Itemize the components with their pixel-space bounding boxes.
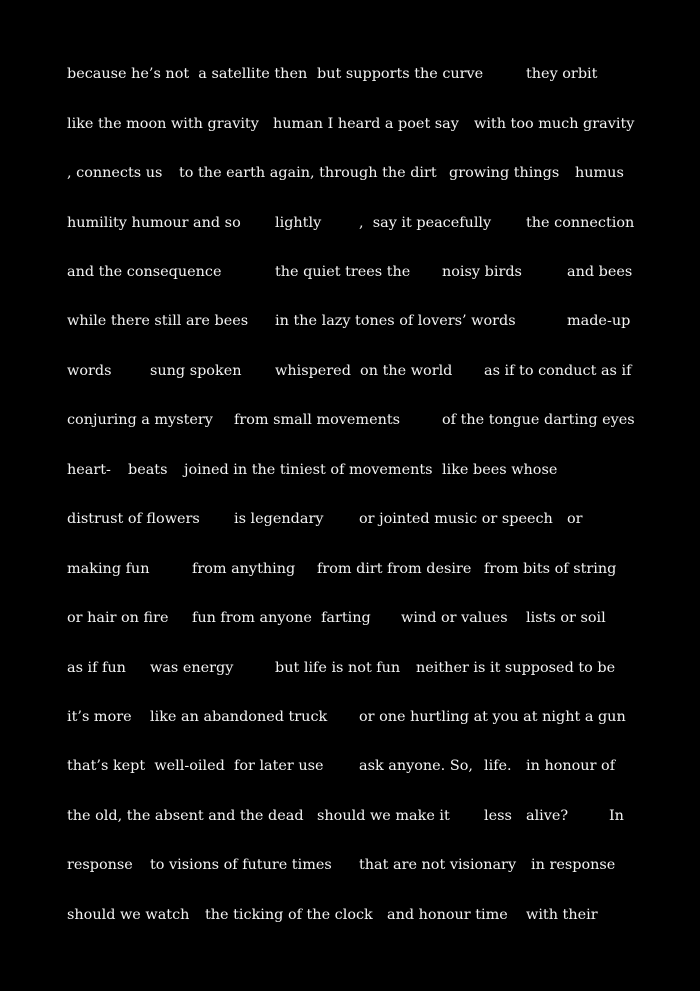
poem-fragment: while there still are bees xyxy=(67,313,249,329)
poem-fragment: in honour of xyxy=(526,758,616,774)
poem-line xyxy=(0,507,700,531)
poem-fragment: lightly xyxy=(275,215,322,231)
poem-fragment: ask anyone. So, xyxy=(359,758,473,774)
poem-fragment: conjuring a mystery xyxy=(67,412,213,428)
poem-line xyxy=(0,557,700,581)
poem-fragment: In xyxy=(609,808,624,824)
poem-fragment: from dirt from desire xyxy=(317,561,472,577)
poem-line xyxy=(0,112,700,136)
poem-line xyxy=(0,408,700,432)
poem-fragment: response xyxy=(67,857,133,873)
poem-fragment: , connects us xyxy=(67,165,163,181)
poem-fragment: human I heard a poet say xyxy=(273,116,459,132)
poem-fragment: to visions of future times xyxy=(150,857,332,873)
poem-fragment: or hair on fire xyxy=(67,610,169,626)
poem-fragment: should we watch xyxy=(67,907,190,923)
poem-fragment: and the consequence xyxy=(67,264,222,280)
poem-fragment: to the earth again, through the dirt xyxy=(179,165,437,181)
poem-fragment: wind or values xyxy=(401,610,508,626)
poem-fragment: or one hurtling at you at night a gun xyxy=(359,709,626,725)
poem-fragment: less xyxy=(484,808,512,824)
poem-fragment: in the lazy tones of lovers’ words xyxy=(275,313,516,329)
poem-fragment: with too much gravity xyxy=(474,116,635,132)
poem-fragment: making fun xyxy=(67,561,150,577)
poem-fragment: distrust of flowers xyxy=(67,511,200,527)
poem-fragment: but life is not fun xyxy=(275,660,401,676)
poem-fragment: words xyxy=(67,363,112,379)
poem-fragment: in response xyxy=(531,857,616,873)
poem-fragment: sung spoken xyxy=(150,363,242,379)
poem-fragment: lists or soil xyxy=(526,610,606,626)
poem-fragment: for later use xyxy=(234,758,324,774)
poem-fragment: they orbit xyxy=(526,66,598,82)
poem-fragment: the quiet trees the xyxy=(275,264,411,280)
poem-fragment: like bees whose xyxy=(442,462,558,478)
poem-fragment: joined in the tiniest of movements xyxy=(184,462,433,478)
poem-fragment: because he’s not a satellite then xyxy=(67,66,308,82)
poem-fragment: alive? xyxy=(526,808,569,824)
poem-line xyxy=(0,211,700,235)
poem-fragment: was energy xyxy=(150,660,234,676)
poem-fragment: that are not visionary xyxy=(359,857,517,873)
poem-line xyxy=(0,309,700,333)
poem-fragment: the ticking of the clock xyxy=(205,907,373,923)
poem-fragment: and bees xyxy=(567,264,633,280)
poem-fragment: but supports the curve xyxy=(317,66,484,82)
poem-line xyxy=(0,260,700,284)
poem-fragment: neither is it supposed to be xyxy=(416,660,616,676)
poem-fragment: made-up xyxy=(567,313,631,329)
poem-fragment: noisy birds xyxy=(442,264,522,280)
poem-line xyxy=(0,656,700,680)
poem-fragment: with their xyxy=(526,907,598,923)
poem-fragment: or jointed music or speech xyxy=(359,511,553,527)
poem-line xyxy=(0,606,700,630)
poem-line xyxy=(0,458,700,482)
poem-fragment: or xyxy=(567,511,583,527)
poem-fragment: as if to conduct as if xyxy=(484,363,632,379)
poem-line xyxy=(0,62,700,86)
poem-line xyxy=(0,754,700,778)
poem-fragment: and honour time xyxy=(387,907,508,923)
poem-fragment: the old, the absent and the dead xyxy=(67,808,304,824)
poem-line xyxy=(0,359,700,383)
poem-fragment: should we make it xyxy=(317,808,450,824)
poem-fragment: is legendary xyxy=(234,511,324,527)
poem-fragment: from small movements xyxy=(234,412,401,428)
poem-fragment: whispered on the world xyxy=(275,363,453,379)
poem-fragment: the connection xyxy=(526,215,635,231)
poem-fragment: like the moon with gravity xyxy=(67,116,259,132)
poem-fragment: heart- xyxy=(67,462,111,478)
poem-fragment: of the tongue darting eyes xyxy=(442,412,635,428)
poem-fragment: that’s kept well-oiled xyxy=(67,758,225,774)
poem-line xyxy=(0,161,700,185)
poem-fragment: , say it peacefully xyxy=(359,215,492,231)
poem-fragment: life. xyxy=(484,758,512,774)
poem-fragment: it’s more xyxy=(67,709,132,725)
poem-line xyxy=(0,804,700,828)
poem-fragment: like an abandoned truck xyxy=(150,709,328,725)
poem-fragment: beats xyxy=(128,462,168,478)
poem-line xyxy=(0,705,700,729)
poem-fragment: from anything xyxy=(192,561,296,577)
poem-fragment: humility humour and so xyxy=(67,215,241,231)
poem-line xyxy=(0,903,700,927)
poem-fragment: from bits of string xyxy=(484,561,617,577)
poem-fragment: as if fun xyxy=(67,660,126,676)
poem-line xyxy=(0,853,700,877)
poem-fragment: humus xyxy=(575,165,624,181)
poem-fragment: fun from anyone farting xyxy=(192,610,371,626)
poem-fragment: growing things xyxy=(449,165,560,181)
